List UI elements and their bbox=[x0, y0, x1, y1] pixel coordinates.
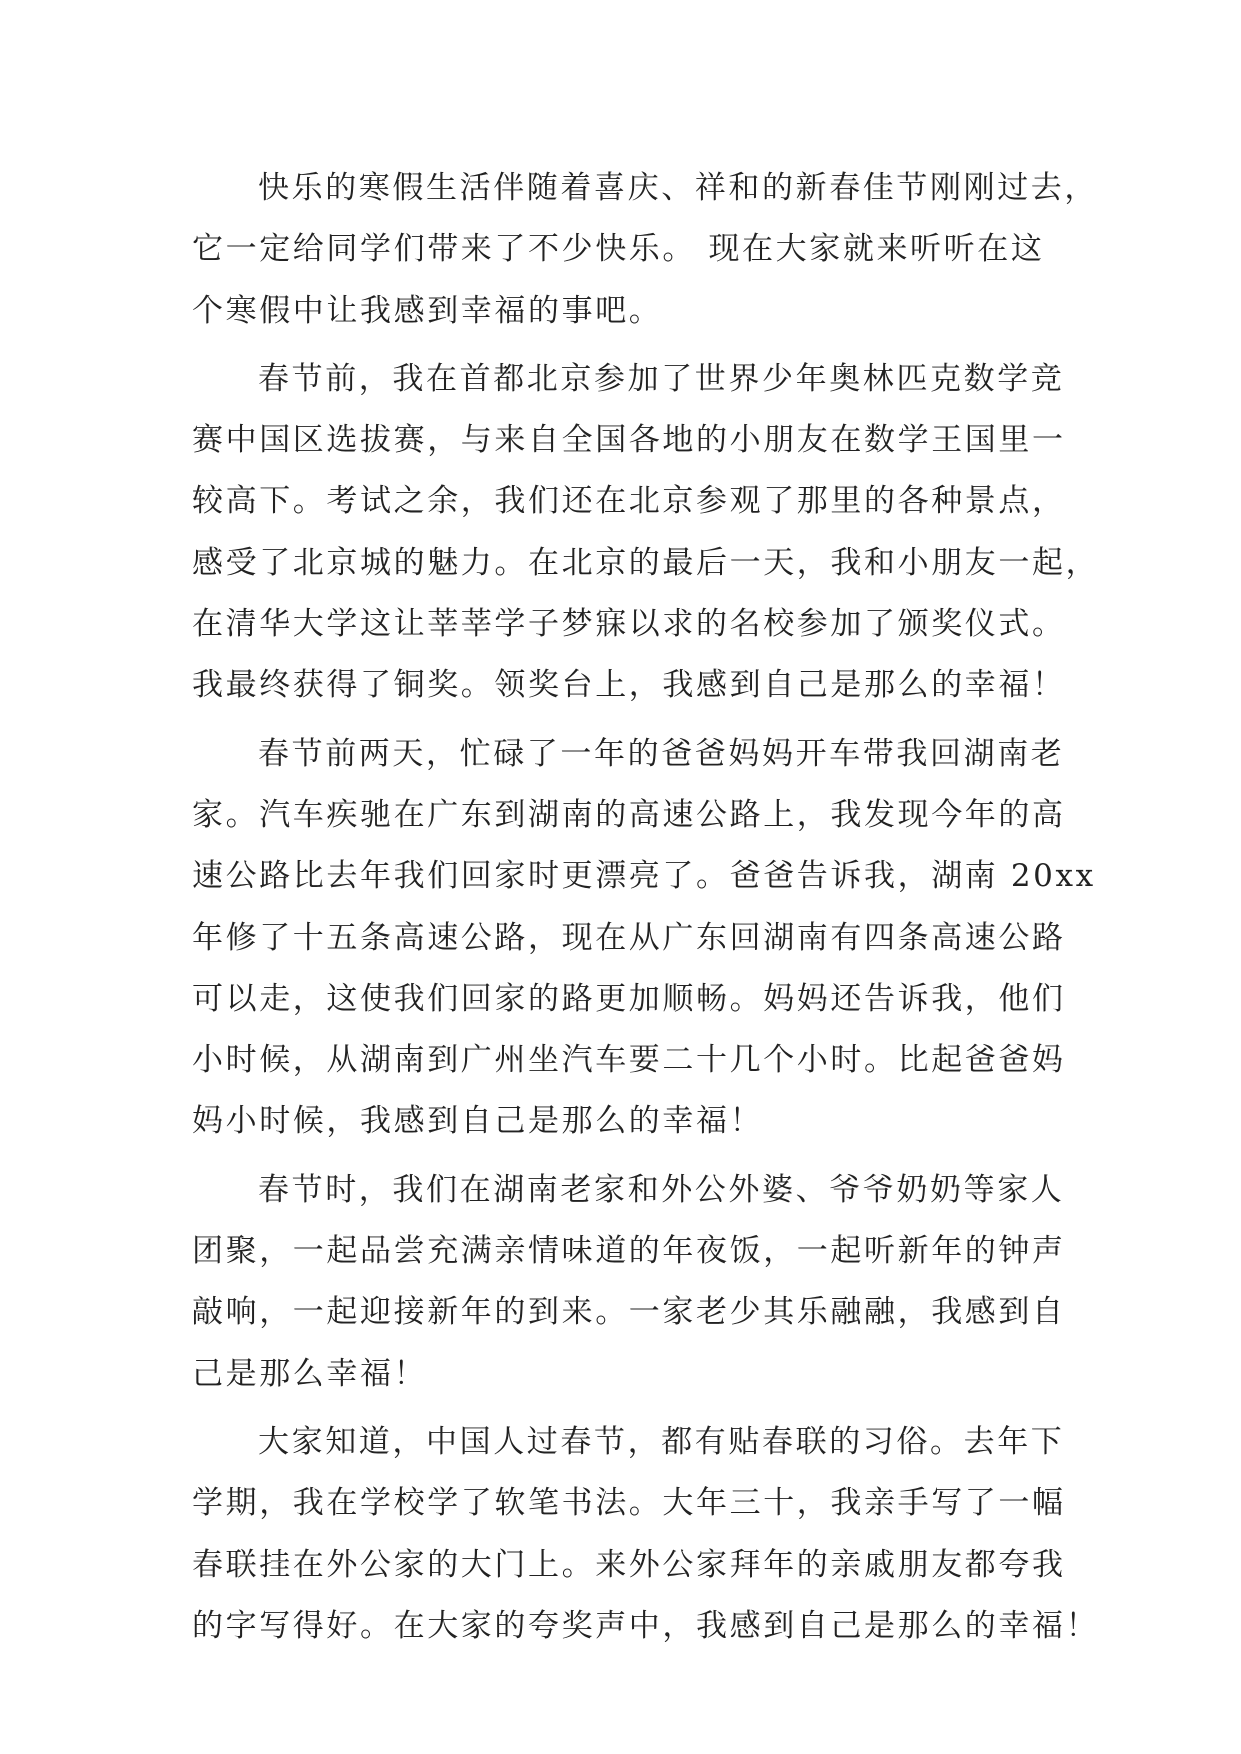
text-line: 年修了十五条高速公路，现在从广东回湖南有四条高速公路 bbox=[192, 919, 1066, 956]
text-line: 可以走，这使我们回家的路更加顺畅。妈妈还告诉我，他们 bbox=[192, 980, 1066, 1017]
text-line: 快乐的寒假生活伴随着喜庆、祥和的新春佳节刚刚过去， bbox=[258, 170, 1098, 206]
text-line: 赛中国区选拔赛，与来自全国各地的小朋友在数学王国里一 bbox=[192, 422, 1066, 459]
text-line: 春节时，我们在湖南老家和外公外婆、爷爷奶奶等家人 bbox=[258, 1171, 1065, 1208]
text-line: 速公路比去年我们回家时更漂亮了。爸爸告诉我，湖南 20xx bbox=[192, 858, 1096, 895]
text-line: 小时候，从湖南到广州坐汽车要二十几个小时。比起爸爸妈 bbox=[192, 1042, 1066, 1079]
text-line: 的字写得好。在大家的夸奖声中，我感到自己是那么的幸福！ bbox=[192, 1607, 1100, 1644]
text-line: 大家知道，中国人过春节，都有贴春联的习俗。去年下 bbox=[258, 1423, 1065, 1460]
text-line: 春联挂在外公家的大门上。来外公家拜年的亲戚朋友都夸我 bbox=[192, 1546, 1066, 1583]
text-line: 我最终获得了铜奖。领奖台上，我感到自己是那么的幸福！ bbox=[192, 667, 1066, 704]
text-line: 敲响，一起迎接新年的到来。一家老少其乐融融，我感到自 bbox=[192, 1294, 1066, 1331]
text-line: 团聚，一起品尝充满亲情味道的年夜饭，一起听新年的钟声 bbox=[192, 1233, 1066, 1270]
paragraph-3 bbox=[192, 724, 1096, 1153]
text-line: 春节前两天，忙碌了一年的爸爸妈妈开车带我回湖南老 bbox=[258, 735, 1065, 772]
text-line: 春节前，我在首都北京参加了世界少年奥林匹克数学竞 bbox=[258, 360, 1065, 397]
paragraph-1 bbox=[192, 158, 1098, 342]
paragraph-4 bbox=[192, 1160, 1072, 1405]
paragraph-5 bbox=[192, 1412, 1100, 1657]
text-line: 己是那么幸福！ bbox=[192, 1355, 428, 1392]
text-line: 妈小时候，我感到自己是那么的幸福！ bbox=[192, 1103, 764, 1140]
text-line: 家。汽车疾驰在广东到湖南的高速公路上，我发现今年的高 bbox=[192, 796, 1066, 833]
text-line: 它一定给同学们带来了不少快乐。 现在大家就来听听在这 bbox=[192, 231, 1045, 268]
text-line: 较高下。考试之余，我们还在北京参观了那里的各种景点， bbox=[192, 483, 1066, 520]
document-body bbox=[192, 158, 1100, 1664]
paragraph-2 bbox=[192, 349, 1100, 717]
text-line: 学期，我在学校学了软笔书法。大年三十，我亲手写了一幅 bbox=[192, 1485, 1066, 1522]
text-line: 感受了北京城的魅力。在北京的最后一天，我和小朋友一起， bbox=[192, 544, 1100, 581]
text-line: 个寒假中让我感到幸福的事吧。 bbox=[192, 292, 663, 329]
text-line: 在清华大学这让莘莘学子梦寐以求的名校参加了颁奖仪式。 bbox=[192, 606, 1066, 643]
